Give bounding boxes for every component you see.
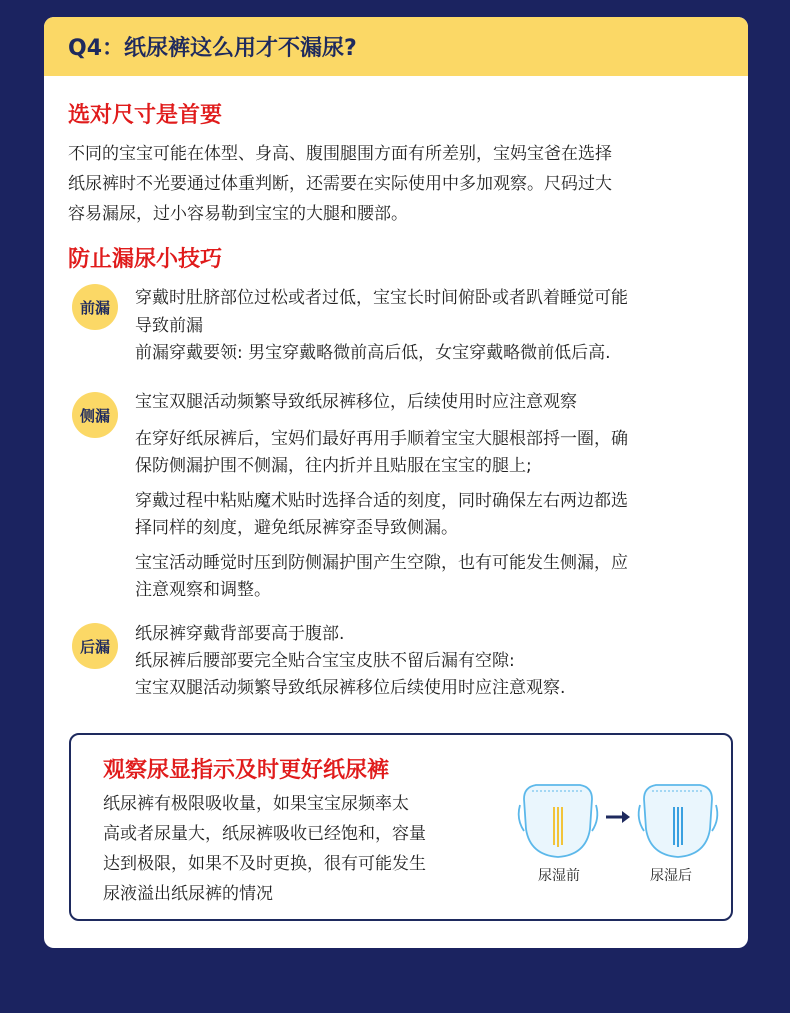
content-card: [44, 17, 748, 948]
indicator-line-4: 尿液溢出纸尿裤的情况: [103, 884, 273, 904]
diaper-illustration: [516, 779, 726, 869]
side-leak-badge: 侧漏: [72, 392, 118, 438]
indicator-title: 观察尿显指示及时更好纸尿裤: [103, 758, 390, 783]
front-line-1: 穿戴时肚脐部位过松或者过低，宝宝长时间俯卧或者趴着睡觉可能: [135, 288, 628, 308]
front-line-3: 前漏穿戴要领: 男宝穿戴略微前高后低，女宝穿戴略微前低后高.: [135, 343, 611, 363]
size-line-3: 容易漏尿，过小容易勒到宝宝的大腿和腰部。: [68, 204, 408, 224]
side-line-6: 宝宝活动睡觉时压到防侧漏护围产生空隙，也有可能发生侧漏，应: [135, 553, 628, 573]
side-leak-text: [135, 389, 731, 604]
front-leak-badge: 前漏: [72, 284, 118, 330]
wetness-indicator-box: [69, 733, 733, 921]
back-leak-text: [135, 621, 731, 702]
arrow-icon: [606, 811, 630, 823]
indicator-text: [103, 789, 498, 909]
page-title: Q4：纸尿裤这么用才不漏尿?: [44, 17, 748, 76]
back-line-3: 宝宝双腿活动频繁导致纸尿裤移位后续使用时应注意观察.: [135, 678, 566, 698]
size-line-1: 不同的宝宝可能在体型、身高、腹围腿围方面有所差别，宝妈宝爸在选择: [68, 144, 612, 164]
before-wet-label: 尿湿前: [538, 868, 580, 884]
tips-section-title: 防止漏尿小技巧: [68, 247, 223, 272]
indicator-line-1: 纸尿裤有极限吸收量，如果宝宝尿频率太: [103, 794, 409, 814]
diaper-before-icon: [519, 785, 598, 857]
side-line-4: 穿戴过程中粘贴魔术贴时选择合适的刻度，同时确保左右两边都选: [135, 491, 628, 511]
side-line-5: 择同样的刻度，避免纸尿裤穿歪导致侧漏。: [135, 518, 458, 538]
size-line-2: 纸尿裤时不光要通过体重判断，还需要在实际使用中多加观察。尺码过大: [68, 174, 612, 194]
side-line-1: 宝宝双腿活动频繁导致纸尿裤移位，后续使用时应注意观察: [135, 392, 577, 412]
side-line-2: 在穿好纸尿裤后，宝妈们最好再用手顺着宝宝大腿根部捋一圈，确: [135, 429, 628, 449]
back-leak-badge: 后漏: [72, 623, 118, 669]
indicator-line-2: 高或者尿量大，纸尿裤吸收已经饱和，容量: [103, 824, 426, 844]
front-leak-text: [135, 283, 731, 368]
side-line-3: 保防侧漏护围不侧漏，往内折并且贴服在宝宝的腿上;: [135, 456, 532, 476]
size-section-title: 选对尺寸是首要: [68, 103, 223, 128]
back-line-2: 纸尿裤后腰部要完全贴合宝宝皮肤不留后漏有空隙:: [135, 651, 515, 671]
side-line-7: 注意观察和调整。: [135, 580, 271, 600]
diaper-after-icon: [639, 785, 718, 857]
back-line-1: 纸尿裤穿戴背部要高于腹部.: [135, 624, 345, 644]
size-section-text: [68, 139, 732, 229]
front-line-2: 导致前漏: [135, 316, 203, 336]
indicator-line-3: 达到极限，如果不及时更换，很有可能发生: [103, 854, 426, 874]
after-wet-label: 尿湿后: [650, 868, 692, 884]
